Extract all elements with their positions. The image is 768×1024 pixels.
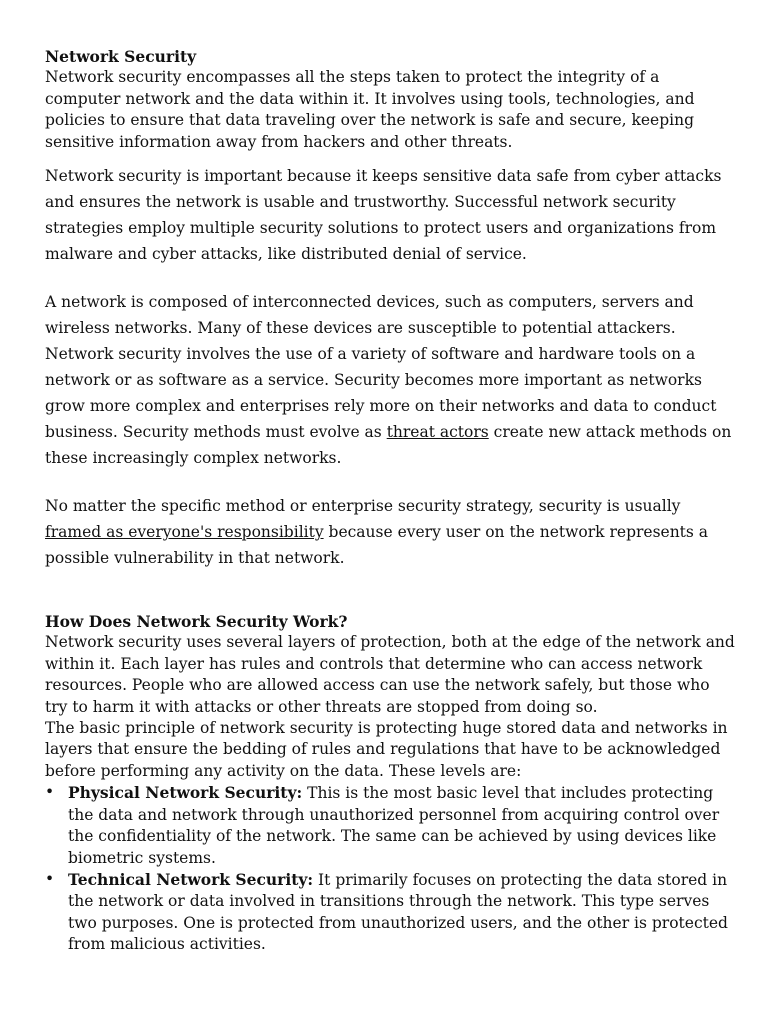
section-heading-network-security: Network Security — [45, 47, 197, 66]
list-item — [45, 782, 735, 869]
paragraph-responsibility — [45, 493, 735, 571]
list-item-term: Physical Network Security: — [68, 783, 303, 803]
bullet-marker: • — [45, 783, 55, 802]
paragraph-principle: The basic principle of network security is protecting huge stored data and networks in layers that ensure the bedding of rules and regulations that have to be acknowledged before performing any activity on the data. These levels are: — [45, 719, 728, 780]
list-item — [45, 869, 735, 956]
list-item-text: This is the most basic level that includes protecting the data and network through unauthorized personnel from acquiring control over the confidentiality of the network. The same can be achieved by using devices like biometric systems. — [68, 784, 720, 867]
paragraph-intro: Network security encompasses all the steps taken to protect the integrity of a computer network and the data within it. It involves using tools, technologies, and policies to ensure that data traveling over the network is safe and secure, keeping sensitive information away from hackers and other threats. — [45, 68, 695, 151]
section-heading-how-it-works: How Does Network Security Work? — [45, 612, 348, 632]
list-item-term: Technical Network Security: — [68, 869, 314, 889]
document-page — [45, 46, 735, 956]
paragraph-text: A network is composed of interconnected devices, such as computers, servers and wireless networks. Many of these devices are susceptible to potential attackers. Network security involves the use of a variety of software and hardware tools on a network or as software as a service. Security becomes more important as networks grow more complex and enterprises rely more on their networks and data to conduct business. Security methods must evolve as — [45, 293, 717, 442]
paragraph-text: create new attack methods on these increasingly complex networks. — [45, 423, 732, 468]
paragraph-network-composition — [45, 289, 735, 471]
responsibility-link[interactable]: framed as everyone's responsibility — [45, 523, 324, 542]
paragraph-text: because every user on the network represents a possible vulnerability in that network. — [45, 523, 709, 568]
paragraph-text: No matter the specific method or enterprise security strategy, security is usually — [45, 497, 681, 516]
threat-actors-link[interactable]: threat actors — [386, 423, 489, 442]
paragraph-layers: Network security uses several layers of protection, both at the edge of the network and within it. Each layer has rules and controls that determine who can access network resources. People who are allowed access can use the network safely, but those who try to harm it with attacks or other threats are stopped from doing so. — [45, 633, 735, 716]
security-levels-list — [45, 782, 735, 955]
list-item-text: It primarily focuses on protecting the data stored in the network or data involved in transitions through the network. This type serves two purposes. One is protected from unauthorized users, and the other is protected from malicious activities. — [68, 870, 728, 954]
bullet-marker: • — [45, 869, 55, 888]
paragraph-importance: Network security is important because it keeps sensitive data safe from cyber attacks and ensures the network is usable and trustworthy. Successful network security strategies employ multiple security solutions to protect users and organizations from malware and cyber attacks, like distributed denial of service. — [45, 167, 722, 264]
